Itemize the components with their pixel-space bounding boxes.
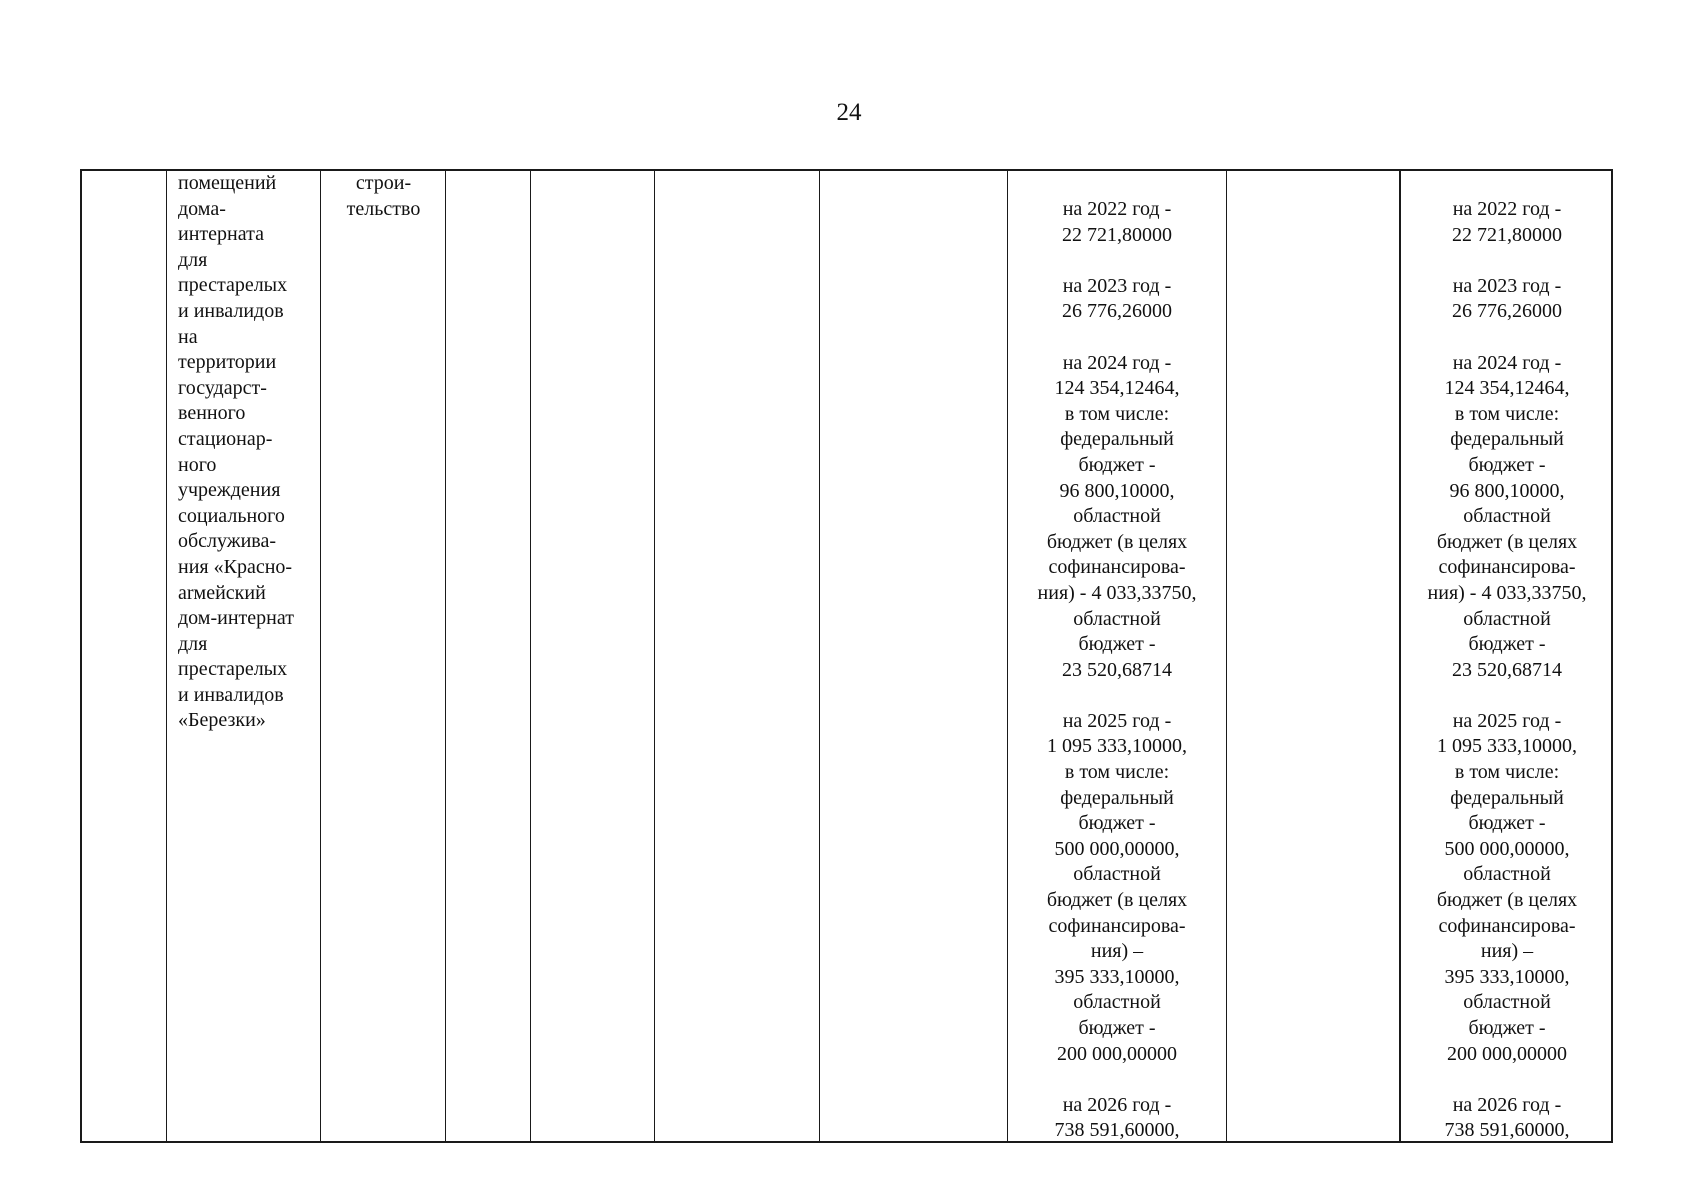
- table-column-5: [530, 171, 654, 1141]
- table-column-work-type: [320, 171, 445, 1141]
- table-column-6: [654, 171, 819, 1141]
- table-column-9: [1226, 171, 1399, 1141]
- table-column-7: [819, 171, 1007, 1141]
- table-column-funding-total: [1399, 171, 1613, 1141]
- table-column-object: [166, 171, 320, 1141]
- funding-total-text: на 2022 год - 22 721,80000 на 2023 год - 26 776,26000 на 2024 год - 124 354,12464, в том числе: федеральный бюджет - 96 800,10000, областной бюджет (в целях софинансирова- ния) - 4 033,33750, областной бюджет - 23 520,68714 на 2025 год - 1 095 333,10000, в том числе: федеральный бюджет - 500 000,00000, областной бюджет (в целях софинансирова- ния) – 395 333,10000, областной бюджет - 200 000,00000 на 2026 год - 738 591,60000,: [1427, 198, 1587, 1142]
- object-name-text: помещений дома- интерната для престарелых и инвалидов на территории государст- венного стационар- ного учреждения социального обслужива- ния «Красно- arмейский дом-интернат для престарелых и инвалидов «Березки»: [178, 172, 294, 732]
- funding-table: [80, 169, 1613, 1143]
- table-column-4: [445, 171, 530, 1141]
- page-number: 24: [836, 99, 862, 126]
- table-column-number: [82, 171, 166, 1141]
- table-column-funding: [1007, 171, 1226, 1141]
- work-type-text: строи- тельство: [346, 172, 421, 220]
- funding-text: на 2022 год - 22 721,80000 на 2023 год - 26 776,26000 на 2024 год - 124 354,12464, в том числе: федеральный бюджет - 96 800,10000, областной бюджет (в целях софинансирова- ния) - 4 033,33750, областной бюджет - 23 520,68714 на 2025 год - 1 095 333,10000, в том числе: федеральный бюджет - 500 000,00000, областной бюджет (в целях софинансирова- ния) – 395 333,10000, областной бюджет - 200 000,00000 на 2026 год - 738 591,60000,: [1037, 198, 1197, 1142]
